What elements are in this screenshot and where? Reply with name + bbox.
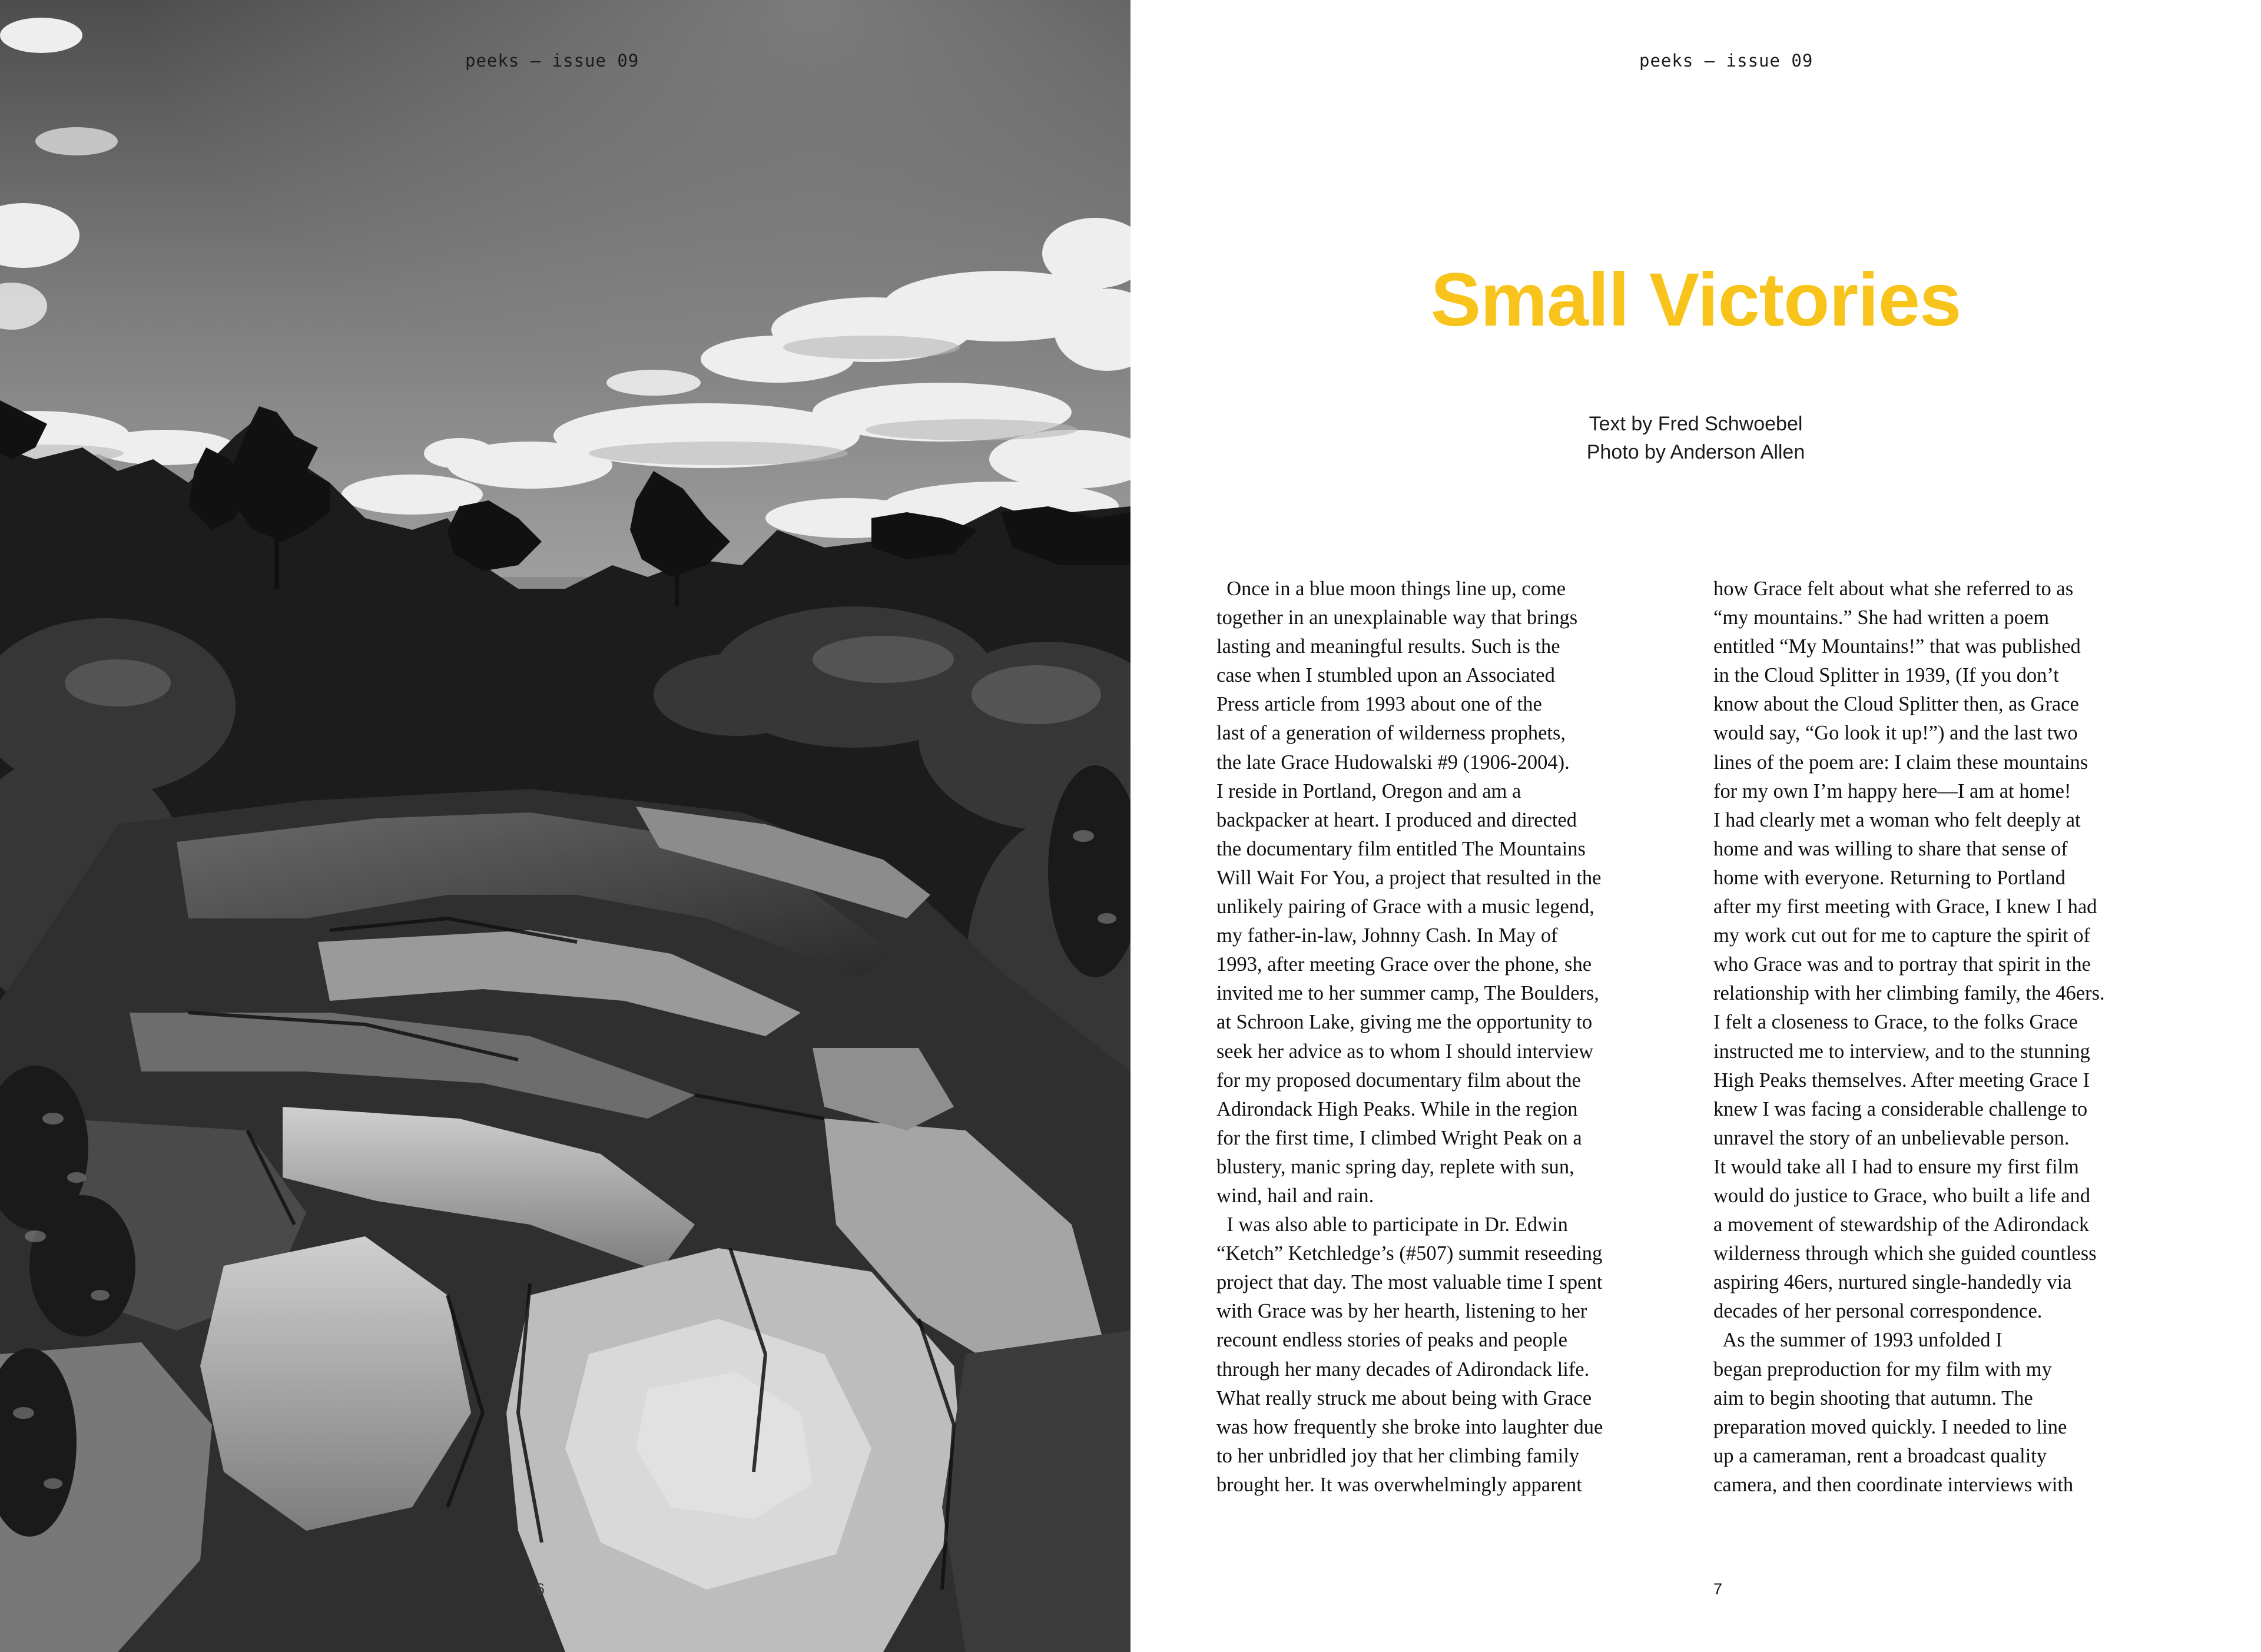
body-text-line: recount endless stories of peaks and people — [1216, 1329, 1567, 1352]
body-text-line: for my proposed documentary film about the — [1216, 1069, 1581, 1092]
body-text-line: was how frequently she broke into laughter due — [1216, 1415, 1603, 1438]
page-number-right: 7 — [1713, 1580, 1723, 1598]
body-text-line: instructed me to interview, and to the stunning — [1713, 1040, 2090, 1063]
body-text-line: together in an unexplainable way that brings — [1216, 606, 1578, 629]
body-text-line: invited me to her summer camp, The Boulders, — [1216, 982, 1599, 1005]
body-text-line: High Peaks themselves. After meeting Grace I — [1713, 1069, 2090, 1092]
body-text-line: began preproduction for my film with my — [1713, 1358, 2052, 1381]
body-text-line: brought her. It was overwhelmingly apparent — [1216, 1473, 1582, 1496]
body-text-line: after my first meeting with Grace, I knew I had — [1713, 895, 2097, 918]
body-text-line: to her unbridled joy that her climbing family — [1216, 1444, 1580, 1467]
body-text-line: up a cameraman, rent a broadcast quality — [1713, 1444, 2047, 1467]
body-text-line: for my own I’m happy here—I am at home! — [1713, 779, 2071, 802]
body-text-line: project that day. The most valuable time I spent — [1216, 1271, 1603, 1294]
body-text-line: entitled “My Mountains!” that was published — [1713, 635, 2081, 658]
body-text-line: “my mountains.” She had written a poem — [1713, 606, 2050, 629]
body-text-line: Once in a blue moon things line up, come — [1216, 578, 1566, 600]
body-text-line: unlikely pairing of Grace with a music legend, — [1216, 895, 1594, 918]
body-text-line: with Grace was by her hearth, listening to her — [1216, 1300, 1587, 1323]
body-text-line: the late Grace Hudowalski #9 (1906-2004). — [1216, 751, 1570, 774]
body-text-line: decades of her personal correspondence. — [1713, 1300, 2043, 1323]
body-text-line: 1993, after meeting Grace over the phone, she — [1216, 953, 1592, 976]
body-text-line: how Grace felt about what she referred to as — [1713, 578, 2074, 600]
body-text-line: What really struck me about being with Grace — [1216, 1386, 1592, 1409]
body-text-line: for the first time, I climbed Wright Peak on a — [1216, 1126, 1582, 1149]
body-text-line: at Schroon Lake, giving me the opportunity to — [1216, 1011, 1593, 1034]
body-text-line: case when I stumbled upon an Associated — [1216, 664, 1555, 687]
body-text-line: through her many decades of Adirondack life. — [1216, 1358, 1590, 1381]
body-text-line: aim to begin shooting that autumn. The — [1713, 1386, 2033, 1409]
body-text-line: camera, and then coordinate interviews with — [1713, 1473, 2074, 1496]
body-text-line: wind, hail and rain. — [1216, 1184, 1374, 1207]
body-text-line: a movement of stewardship of the Adirondack — [1713, 1213, 2090, 1236]
body-text-line: know about the Cloud Splitter then, as Grace — [1713, 693, 2079, 716]
body-text-line: Will Wait For You, a project that resulted in the — [1216, 866, 1602, 889]
body-text-line: aspiring 46ers, nurtured single-handedly via — [1713, 1271, 2072, 1294]
body-text-line: Press article from 1993 about one of the — [1216, 693, 1542, 716]
article-column-1 — [1216, 575, 1603, 1500]
credits — [1130, 410, 2261, 466]
body-text-line: knew I was facing a considerable challenge to — [1713, 1097, 2088, 1120]
body-text-line: last of a generation of wilderness prophets, — [1216, 722, 1566, 745]
body-text-line: my work cut out for me to capture the spirit of — [1713, 924, 2091, 947]
running-head-left: peeks – issue 09 — [465, 51, 639, 71]
right-page — [1130, 0, 2261, 1652]
text-credit: Text by Fred Schwoebel — [1589, 413, 1803, 435]
body-text-line: lasting and meaningful results. Such is the — [1216, 635, 1560, 658]
body-text-line: blustery, manic spring day, replete with sun, — [1216, 1155, 1574, 1178]
body-text-line: It would take all I had to ensure my first film — [1713, 1155, 2079, 1178]
body-text-line: “Ketch” Ketchledge’s (#507) summit reseeding — [1216, 1242, 1603, 1265]
body-text-line: I was also able to participate in Dr. Edwin — [1216, 1213, 1568, 1236]
body-text-line: would do justice to Grace, who built a life and — [1713, 1184, 2091, 1207]
photo-credit: Photo by Anderson Allen — [1586, 441, 1805, 463]
body-text-line: the documentary film entitled The Mountains — [1216, 837, 1586, 860]
body-text-line: lines of the poem are: I claim these mountains — [1713, 751, 2088, 774]
body-text-line: who Grace was and to portray that spirit in the — [1713, 953, 2091, 976]
landscape-photo — [0, 0, 1130, 1652]
article-column-2 — [1713, 575, 2105, 1500]
body-text-line: I felt a closeness to Grace, to the folks Grace — [1713, 1011, 2078, 1034]
body-text-line: seek her advice as to whom I should interview — [1216, 1040, 1593, 1063]
left-page — [0, 0, 1130, 1652]
body-text-line: in the Cloud Splitter in 1939, (If you don’t — [1713, 664, 2059, 687]
body-text-line: my father-in-law, Johnny Cash. In May of — [1216, 924, 1558, 947]
article-title: Small Victories — [1430, 258, 1961, 342]
body-text-line: unravel the story of an unbelievable person. — [1713, 1126, 2070, 1149]
body-text-line: home with everyone. Returning to Portland — [1713, 866, 2066, 889]
page-number-left: 6 — [536, 1580, 545, 1598]
running-head-right: peeks – issue 09 — [1639, 51, 1814, 71]
body-text-line: wilderness through which she guided countless — [1713, 1242, 2097, 1265]
body-text-line: I had clearly met a woman who felt deeply at — [1713, 808, 2081, 831]
body-text-line: preparation moved quickly. I needed to line — [1713, 1415, 2067, 1438]
body-text-line: backpacker at heart. I produced and directed — [1216, 808, 1577, 831]
body-text-line: home and was willing to share that sense of — [1713, 837, 2068, 860]
body-text-line: As the summer of 1993 unfolded I — [1713, 1329, 2003, 1352]
body-text-line: would say, “Go look it up!”) and the last two — [1713, 722, 2078, 745]
body-text-line: Adirondack High Peaks. While in the region — [1216, 1097, 1578, 1120]
body-text-line: relationship with her climbing family, the 46ers. — [1713, 982, 2105, 1005]
body-text-line: I reside in Portland, Oregon and am a — [1216, 779, 1521, 802]
